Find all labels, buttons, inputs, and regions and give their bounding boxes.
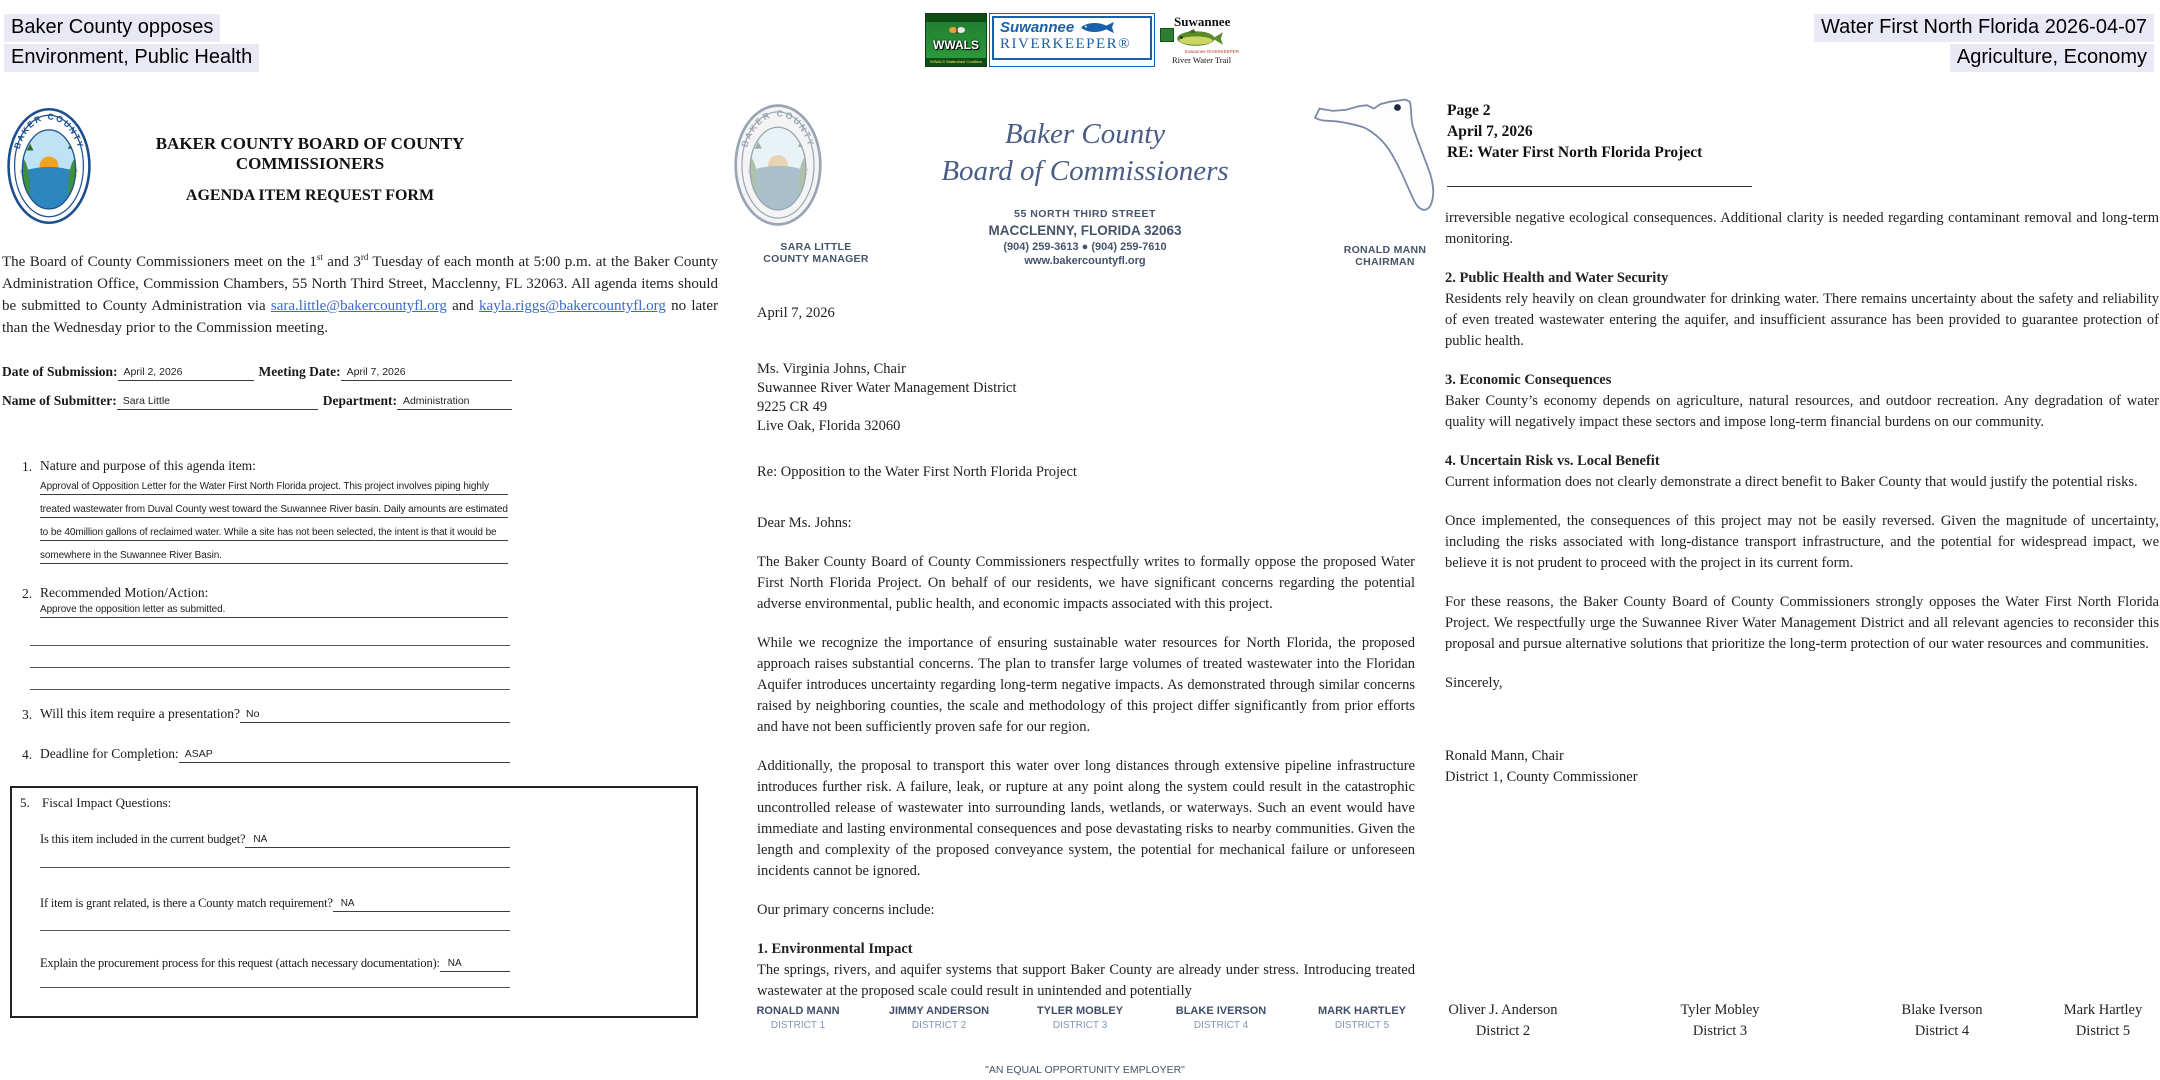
wwals-mini-icon: [1160, 28, 1174, 42]
commissioners-footer: [735, 1005, 1425, 1031]
commissioner-block: [1660, 1000, 1780, 1042]
annotation-top-right: [1814, 14, 2154, 74]
item1-number: 1.: [22, 459, 33, 474]
page2-date: April 7, 2026: [1447, 123, 1533, 140]
manager-title: COUNTY MANAGER: [763, 253, 869, 265]
commissioner-name: Oliver J. Anderson: [1448, 1002, 1558, 1018]
date-of-submission-value: April 2, 2026: [118, 366, 254, 381]
item1-answer-line3: to be 40million gallons of reclaimed water. While a site has not been selected, the intent is that it would be: [40, 527, 508, 541]
item5-label: Fiscal Impact Questions:: [42, 795, 172, 810]
letter-paragraph: Residents rely heavily on clean groundwater for drinking water. There remains uncertainty about the safety and reliability of even treated wastewater entering the aquifer, and insufficient assurance has been provided to guarantee protection of public health.: [1445, 291, 2159, 349]
commissioner-name: Tyler Mobley: [1680, 1002, 1760, 1018]
letter2-body: [1445, 208, 2159, 788]
commissioner-name: Blake Iverson: [1901, 1002, 1983, 1018]
letter-paragraph: The springs, rivers, and aquifer systems that support Baker County are already under stress. Introducing treated wastewater at the proposed scale could result in unintended and potentially: [757, 962, 1415, 999]
letterhead-title: [935, 118, 1235, 188]
commissioner-name: BLAKE IVERSON: [1175, 1005, 1267, 1017]
commissioner-district: DISTRICT 2: [911, 1020, 967, 1031]
fiscal-impact-box: [10, 786, 698, 1018]
letter-date: April 7, 2026: [757, 305, 835, 321]
commissioner-name: TYLER MOBLEY: [1036, 1005, 1124, 1017]
fiscal-q1-label: Is this item included in the current budget?: [40, 832, 246, 846]
concern-heading-1: 1. Environmental Impact: [757, 941, 913, 957]
commissioner-block: [876, 1005, 1002, 1031]
fiscal-q2-answer: NA: [333, 898, 510, 912]
riverkeeper-word: RIVERKEEPER®: [1000, 36, 1132, 52]
letterhead-city: MACCLENNY, FLORIDA 32063: [988, 223, 1182, 238]
fiscal-q2-label: If item is grant related, is there a County match requirement?: [40, 896, 333, 910]
item3-answer: No: [240, 708, 510, 723]
river-water-trail-logo: [1158, 13, 1240, 67]
fiscal-q3-row: [40, 952, 510, 972]
fiscal-q2-row: [40, 892, 510, 912]
fiscal-q3-answer: NA: [440, 958, 510, 972]
letter1-body: [757, 303, 1415, 1003]
letter-paragraph: Additionally, the proposal to transport this water over long distances through extensive pipeline infrastructure introduces further risk. A failure, leak, or rupture at any point along the system could result in the catastrophic uncontrolled release of wastewater into surrounding lands, wetlands, or waterways. Such an event would have immediate and lasting environmental consequences and pose devastating risks to nearby communities. Given the length and complexity of the proposed conveyance system, the potential for mechanical failure or unforeseen incidents cannot be ignored.: [757, 758, 1415, 879]
commissioner-block: [1017, 1005, 1143, 1031]
form-title-line2: AGENDA ITEM REQUEST FORM: [185, 187, 435, 204]
field-row-submitter: [2, 393, 512, 410]
letter-paragraph: Once implemented, the consequences of this project may not be easily reversed. Given the magnitude of uncertainty, including the risks associated with long-distance transport infrastructure, and the potential for widespread impact, we believe it is not prudent to proceed with the project in its current form.: [1445, 513, 2159, 571]
annotation-topics-right: Agriculture, Economy: [1950, 44, 2154, 72]
concern-heading-3: 3. Economic Consequences: [1445, 372, 1612, 388]
commissioner-district: DISTRICT 1: [770, 1020, 826, 1031]
letter-paragraph: For these reasons, the Baker County Board of County Commissioners strongly opposes the Water First North Florida Project. We respectfully urge the Suwannee River Water Management District and all relevant agencies to reconsider this proposal and pursue alternative solutions that prioritize the long-term protection of our water resources and communities.: [1445, 594, 2159, 652]
commissioner-block: [2048, 1000, 2158, 1042]
address-line: Suwannee River Water Management District: [757, 380, 1017, 396]
item3-number: 3.: [22, 707, 33, 722]
form-intro-paragraph: [2, 246, 718, 339]
wwals-logo: [925, 13, 987, 67]
commissioner-block: [1443, 1000, 1563, 1042]
commissioner-name: JIMMY ANDERSON: [888, 1005, 990, 1017]
wwals-word: WWALS: [933, 38, 979, 52]
item3-label: Will this item require a presentation?: [40, 706, 241, 721]
email-link-kayla[interactable]: kayla.riggs@bakercountyfl.org: [479, 298, 666, 314]
blank-line: [30, 667, 510, 668]
sturgeon-fish-icon: [1078, 20, 1118, 35]
commissioner-name: RONALD MANN: [756, 1005, 840, 1017]
intro-text: Tuesday of each month at 5:00 p.m. at the Baker County Administration Office, Commission Chambers, 55 North Third Street, Macclenny, FL 32063. All agenda items should be submitted to County Administration via: [2, 254, 718, 314]
commissioner-block: [1882, 1000, 2002, 1042]
wwals-top-strip: [926, 14, 986, 22]
commissioner-district: District 3: [1692, 1023, 1748, 1039]
trail-name: River Water Trail: [1172, 55, 1232, 65]
signature-block: [1445, 746, 2159, 788]
form-title: [90, 134, 530, 205]
re-line: Re: Opposition to the Water First North Florida Project: [757, 464, 1077, 480]
intro-text: and 3: [322, 254, 361, 270]
page2-re: RE: Water First North Florida Project: [1447, 144, 1703, 161]
trail-suwannee: Suwannee: [1174, 14, 1231, 29]
commissioner-block: [1158, 1005, 1284, 1031]
florida-map: [1307, 86, 1445, 216]
field-row-dates: [2, 364, 512, 381]
item1-label: Nature and purpose of this agenda item:: [40, 458, 256, 473]
letterhead-phones: (904) 259-3613 ● (904) 259-7610: [1003, 241, 1167, 253]
intro-sup: st: [316, 252, 323, 262]
annotation-top-left: [4, 14, 259, 74]
commissioner-district: District 2: [1475, 1023, 1531, 1039]
letter-paragraph: Our primary concerns include:: [757, 902, 935, 918]
blank-line: [40, 867, 510, 868]
letterhead-street: 55 NORTH THIRD STREET: [1014, 208, 1156, 220]
trail-riverkeeper-small: Suwannee RIVERKEEPER: [1184, 49, 1239, 54]
department-label: Department:: [322, 393, 397, 408]
concern-heading-4: 4. Uncertain Risk vs. Local Benefit: [1445, 453, 1660, 469]
chairman-name: RONALD MANN: [1343, 244, 1427, 256]
date-of-submission-label: Date of Submission:: [2, 364, 118, 379]
fiscal-q3-label: Explain the procurement process for this request (attach necessary documentation):: [40, 956, 440, 970]
item3-row: [22, 706, 510, 723]
submitter-value: Sara Little: [117, 395, 318, 410]
commissioner-district: District 5: [2075, 1023, 2131, 1039]
page2-divider: [1447, 186, 1752, 187]
letterhead-line2: Board of Commissioners: [941, 155, 1229, 187]
letter-paragraph: While we recognize the importance of ensuring sustainable water resources for North Florida, the proposed approach raises substantial concerns. The plan to transfer large volumes of treated wastewater into the Floridan Aquifer introduces uncertainty regarding long-term negative impacts. As demonstrated through similar concerns raised by neighboring counties, the scale and methodology of this project differ significantly from prior efforts and have not been sufficiently proven safe for our region.: [757, 635, 1415, 735]
bass-fish-icon: [1173, 29, 1225, 48]
concern-heading-2: 2. Public Health and Water Security: [1445, 270, 1669, 286]
item2-number: 2.: [22, 586, 33, 601]
annotation-title-date: Water First North Florida 2026-04-07: [1814, 14, 2154, 42]
email-link-sara[interactable]: sara.little@bakercountyfl.org: [270, 298, 447, 314]
commissioner-district: DISTRICT 3: [1052, 1020, 1108, 1031]
riverkeeper-logo: [989, 13, 1155, 67]
closing: Sincerely,: [1445, 675, 1503, 691]
department-value: Administration: [397, 395, 512, 410]
salutation: Dear Ms. Johns:: [757, 515, 852, 531]
blank-line: [30, 645, 510, 646]
fiscal-q1-row: [40, 828, 510, 848]
item1-answer-line4: somewhere in the Suwannee River Basin.: [40, 550, 508, 564]
intro-text: and: [446, 298, 480, 314]
intro-text: The Board of County Commissioners meet on the 1: [2, 254, 317, 270]
commissioner-name: Mark Hartley: [2063, 1002, 2143, 1018]
letter-paragraph: irreversible negative ecological consequences. Additional clarity is needed regarding contaminant removal and long-term monitoring.: [1445, 210, 2159, 247]
item4-row: [22, 746, 510, 763]
riverkeeper-suwannee: Suwannee: [1000, 19, 1075, 36]
item2-label-row: [22, 585, 510, 602]
letter-paragraph: Current information does not clearly demonstrate a direct benefit to Baker County that would justify the potential risks.: [1445, 474, 2138, 490]
intro-text: no later than the Wednesday prior to the Commission meeting.: [2, 298, 718, 336]
item2-answer: Approve the opposition letter as submitted.: [40, 604, 508, 618]
item1-answer-line1: Approval of Opposition Letter for the Water First North Florida project. This project involves piping highly: [40, 481, 508, 495]
letter-paragraph: Baker County’s economy depends on agriculture, natural resources, and outdoor recreation. Any degradation of water quality will negatively impact these sectors and impose long-term financial burdens on our community.: [1445, 393, 2159, 430]
address-line: 9225 CR 49: [757, 399, 828, 415]
item4-number: 4.: [22, 747, 33, 762]
blank-line: [40, 987, 510, 988]
item1-answer-line2: treated wastewater from Duval County west toward the Suwannee River basin. Daily amounts are estimated: [40, 504, 508, 518]
chairman-block: [1330, 244, 1440, 268]
annotation-topics-left: Environment, Public Health: [4, 44, 259, 72]
commissioner-name: MARK HARTLEY: [1318, 1005, 1406, 1017]
fiscal-q1-answer: NA: [245, 834, 510, 848]
form-title-line1: BAKER COUNTY BOARD OF COUNTY COMMISSIONERS: [155, 134, 465, 173]
item4-label: Deadline for Completion:: [40, 746, 179, 761]
commissioner-district: DISTRICT 4: [1193, 1020, 1249, 1031]
blank-line: [40, 930, 510, 931]
item2-label: Recommended Motion/Action:: [40, 585, 209, 600]
letterhead-line1: Baker County: [1004, 118, 1166, 150]
recipient-address: [757, 360, 1415, 436]
baker-county-seal: [6, 100, 92, 232]
commissioner-block: [735, 1005, 861, 1031]
blank-line: [30, 689, 510, 690]
address-line: Ms. Virginia Johns, Chair: [757, 361, 906, 377]
commissioner-district: DISTRICT 5: [1334, 1020, 1390, 1031]
equal-opportunity-line: "AN EQUAL OPPORTUNITY EMPLOYER": [985, 1064, 1185, 1076]
wwals-caption: WWALS Watershed Coalition: [926, 58, 986, 66]
letterhead-website[interactable]: www.bakercountyfl.org: [1024, 255, 1146, 267]
annotation-entity: Baker County opposes: [4, 14, 220, 42]
meeting-date-value: April 7, 2026: [341, 366, 512, 381]
letterhead-address: [935, 208, 1235, 267]
commissioner-district: District 4: [1914, 1023, 1970, 1039]
commissioner-block: [1299, 1005, 1425, 1031]
baker-county-seal: [733, 96, 823, 234]
chairman-title: CHAIRMAN: [1355, 256, 1415, 268]
item1-label-row: [22, 458, 510, 475]
county-manager-block: [760, 241, 872, 265]
meeting-date-label: Meeting Date:: [258, 364, 341, 379]
signature-title: District 1, County Commissioner: [1445, 769, 1638, 785]
page2-label: Page 2: [1447, 102, 1491, 119]
intro-sup: rd: [360, 252, 369, 262]
submitter-label: Name of Submitter:: [2, 393, 117, 408]
item4-answer: ASAP: [179, 748, 510, 763]
butterfly-icon: [948, 25, 966, 35]
address-line: Live Oak, Florida 32060: [757, 418, 901, 434]
signature-name: Ronald Mann, Chair: [1445, 748, 1564, 764]
letter-paragraph: The Baker County Board of County Commissioners respectfully writes to formally oppose the proposed Water First North Florida Project. On behalf of our residents, we have significant concerns regarding the potential adverse environmental, public health, and economic impacts associated with this project.: [757, 554, 1415, 612]
page2-header: [1447, 100, 1702, 163]
suwannee-riverkeeper-banner: [925, 13, 1240, 67]
item5-number: 5.: [20, 795, 30, 810]
manager-name: SARA LITTLE: [780, 241, 852, 253]
